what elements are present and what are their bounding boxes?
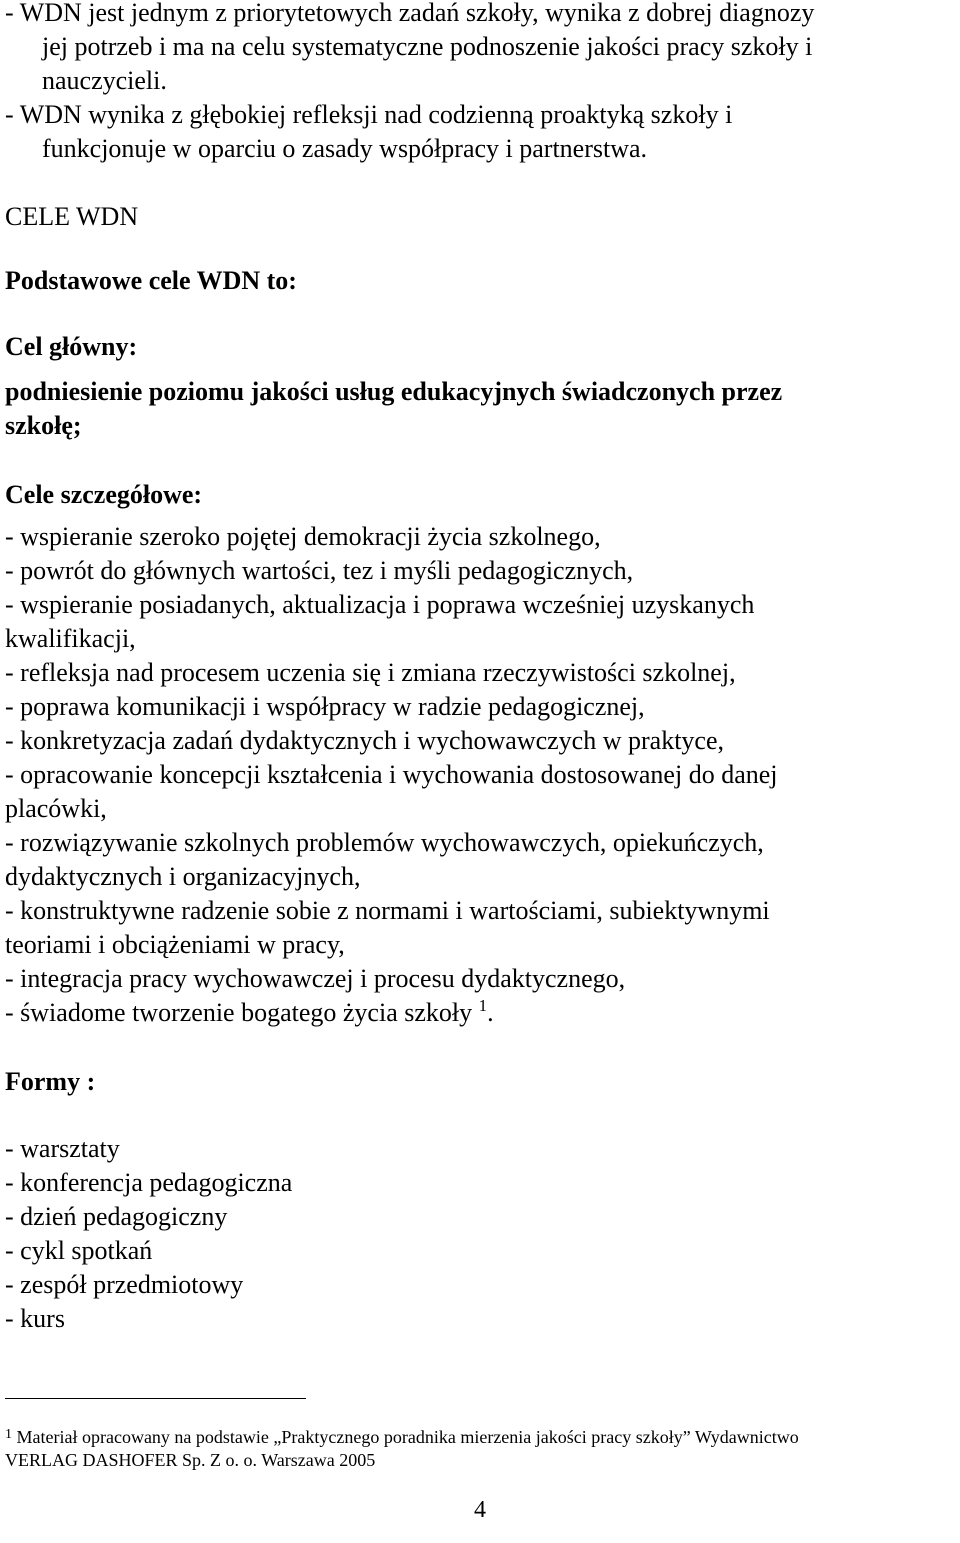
footnote-line1 [5,1425,799,1449]
page-number: 4 [474,1497,486,1523]
form-item: - dzień pedagogiczny [5,1202,228,1231]
intro-p1-line1: - WDN jest jednym z priorytetowych zadań szkoły, wynika z dobrej diagnozy [5,0,815,27]
detailed-goal-item: teoriami i obciążeniami w pracy, [5,930,345,959]
detailed-goal-item-last [5,996,494,1033]
last-goal-end: . [487,998,494,1027]
detailed-goal-item: - opracowanie koncepcji kształcenia i wychowania dostosowanej do danej [5,760,778,789]
footnote-text-line1: Materiał opracowany na podstawie „Praktycznego poradnika mierzenia jakości pracy szkoły” Wydawnictwo [16,1427,799,1447]
detailed-goal-item: - konkretyzacja zadań dydaktycznych i wychowawczych w praktyce, [5,726,724,755]
detailed-goal-item: kwalifikacji, [5,624,136,653]
footnote-reference[interactable]: 1 [478,996,488,1015]
form-item: - kurs [5,1304,65,1333]
form-item: - zespół przedmiotowy [5,1270,244,1299]
detailed-goal-item: dydaktycznych i organizacyjnych, [5,862,361,891]
form-item: - warsztaty [5,1134,120,1163]
main-goal-line2: szkołę; [5,411,82,440]
basic-goals-heading: Podstawowe cele WDN to: [5,266,297,295]
intro-p2-line2: funkcjonuje w oparciu o zasady współpracy i partnerstwa. [42,134,648,163]
last-goal-text: - świadome tworzenie bogatego życia szkoły [5,998,473,1027]
detailed-goal-item: - refleksja nad procesem uczenia się i zmiana rzeczywistości szkolnej, [5,658,736,687]
section-title: CELE WDN [5,202,139,231]
intro-p2-line1: - WDN wynika z głębokiej refleksji nad codzienną proaktyką szkoły i [5,100,733,129]
detailed-goal-item: placówki, [5,794,107,823]
detailed-goal-item: - konstruktywne radzenie sobie z normami i wartościami, subiektywnymi [5,896,770,925]
detailed-goal-item: - rozwiązywanie szkolnych problemów wychowawczych, opiekuńczych, [5,828,764,857]
detailed-goal-item: - powrót do głównych wartości, tez i myśli pedagogicznych, [5,556,634,585]
intro-p1-line3: nauczycieli. [42,66,167,95]
intro-p1-line2: jej potrzeb i ma na celu systematyczne podnoszenie jakości pracy szkoły i [42,32,813,61]
form-item: - cykl spotkań [5,1236,153,1265]
detailed-goal-item: - wspieranie posiadanych, aktualizacja i poprawa wcześniej uzyskanych [5,590,755,619]
footnote-number: 1 [5,1427,12,1442]
detailed-goal-item: - poprawa komunikacji i współpracy w radzie pedagogicznej, [5,692,645,721]
detailed-goal-item: - integracja pracy wychowawczej i procesu dydaktycznego, [5,964,626,993]
detailed-goal-item: - wspieranie szeroko pojętej demokracji życia szkolnego, [5,522,601,551]
main-goal-line1: podniesienie poziomu jakości usług edukacyjnych świadczonych przez [5,377,783,406]
footnote-line2: VERLAG DASHOFER Sp. Z o. o. Warszawa 2005 [5,1450,376,1470]
footnote-separator [5,1398,306,1399]
main-goal-heading: Cel główny: [5,332,138,361]
form-item: - konferencja pedagogiczna [5,1168,293,1197]
detailed-goals-heading: Cele szczegółowe: [5,480,203,509]
forms-heading: Formy : [5,1067,96,1096]
